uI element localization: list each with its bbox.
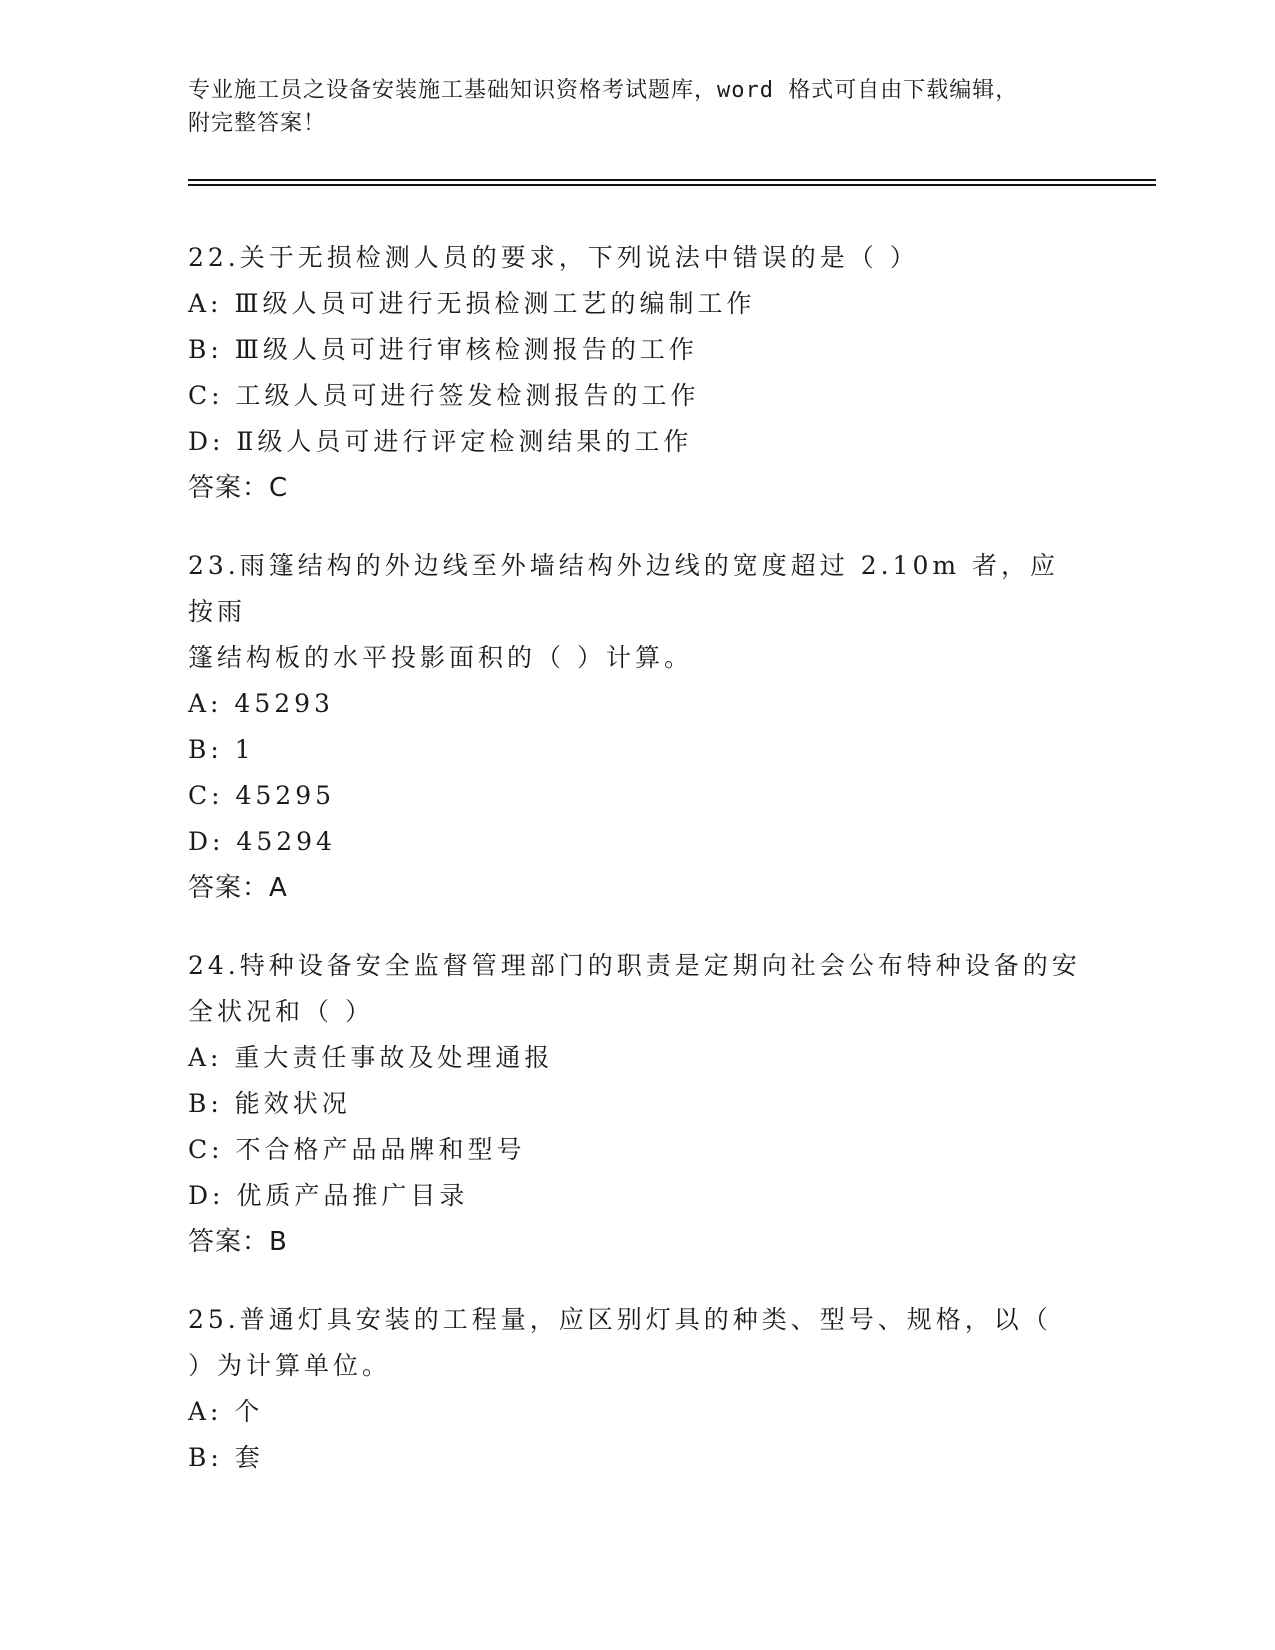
option-a: A: 45293	[188, 689, 334, 718]
option-d: D: 优质产品推广目录	[188, 1181, 469, 1210]
question-text-continued: ）为计算单位。	[188, 1351, 392, 1380]
question-22	[188, 235, 1088, 511]
option-a: A: 个	[188, 1397, 264, 1426]
header-divider-bottom	[188, 184, 1156, 186]
answer-label: 答案：B	[188, 1227, 288, 1257]
question-list	[188, 235, 1088, 1513]
option-c: C: 45295	[188, 781, 336, 810]
question-25	[188, 1297, 1088, 1481]
question-text: 22.关于无损检测人员的要求，下列说法中错误的是（ ）	[188, 243, 919, 272]
document-header	[188, 74, 1088, 140]
header-line-2: 附完整答案！	[188, 111, 327, 136]
option-a: A: 重大责任事故及处理通报	[188, 1043, 554, 1072]
question-text-continued: 篷结构板的水平投影面积的（ ）计算。	[188, 643, 693, 672]
question-24	[188, 943, 1088, 1265]
question-text-continued: 全状况和（ ）	[188, 997, 374, 1026]
question-text: 24.特种设备安全监督管理部门的职责是定期向社会公布特种设备的安	[188, 951, 1081, 980]
option-b: B: Ⅲ级人员可进行审核检测报告的工作	[188, 335, 698, 364]
option-d: D: Ⅱ级人员可进行评定检测结果的工作	[188, 427, 693, 456]
option-b: B: 能效状况	[188, 1089, 351, 1118]
answer-label: 答案：A	[188, 873, 288, 903]
option-a: A: Ⅲ级人员可进行无损检测工艺的编制工作	[188, 289, 756, 318]
option-c: C: 工级人员可进行签发检测报告的工作	[188, 381, 700, 410]
option-b: B: 套	[188, 1443, 264, 1472]
question-text: 25.普通灯具安装的工程量，应区别灯具的种类、型号、规格，以（	[188, 1305, 1052, 1334]
option-c: C: 不合格产品品牌和型号	[188, 1135, 526, 1164]
header-divider-top	[188, 179, 1156, 181]
question-23	[188, 543, 1088, 911]
question-text: 23.雨篷结构的外边线至外墙结构外边线的宽度超过 2.10m 者，应按雨	[188, 551, 1060, 626]
answer-label: 答案：C	[188, 473, 289, 503]
header-line-1: 专业施工员之设备安装施工基础知识资格考试题库，word 格式可自由下载编辑，	[188, 78, 1019, 103]
option-b: B: 1	[188, 735, 255, 764]
option-d: D: 45294	[188, 827, 336, 856]
